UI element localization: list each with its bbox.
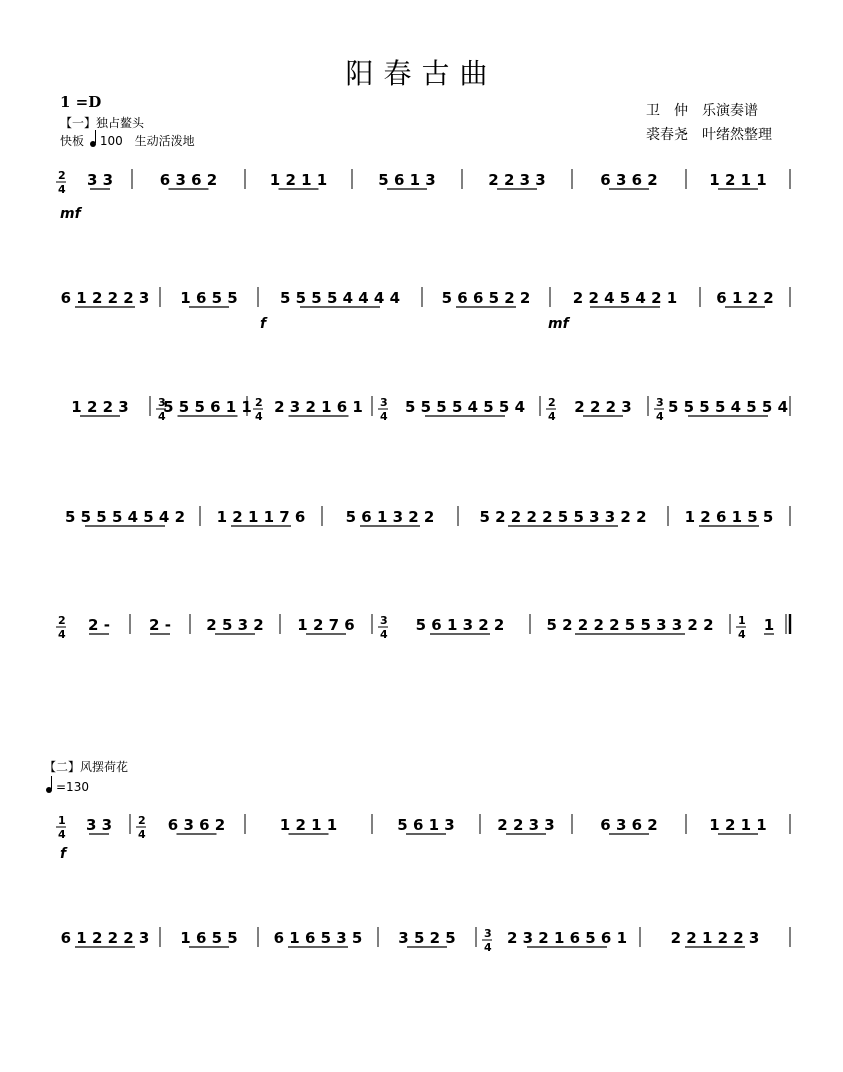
time-signature: 4 [738, 628, 746, 641]
measure-notes: 1 6 5 5 [180, 929, 238, 947]
measure-notes: 2 5 3 2 [206, 616, 264, 634]
measure-notes: 6 3 6 2 [159, 171, 218, 189]
measure-notes: 5 6 6 5 2 2 [441, 289, 531, 307]
measure-notes: 1 2 1 1 [709, 816, 767, 834]
time-signature: 2 [548, 396, 556, 409]
measure-notes: 1 6 5 5 [180, 289, 238, 307]
dynamic-mark: f [60, 846, 67, 862]
measure-notes: 3 3 [85, 816, 113, 834]
measure-notes: 5 5 5 5 4 5 5 4 [667, 398, 789, 416]
measure-notes: 6 3 6 2 [600, 171, 658, 189]
dynamic-mark: f [260, 316, 267, 332]
measure-notes: 6 1 2 2 [716, 289, 774, 307]
measure-notes: 1 2 6 1 5 5 [684, 508, 774, 526]
performer-name: 卫 仲 [646, 103, 688, 119]
measure-notes: 2 2 3 3 [488, 171, 546, 189]
dynamic-mark: mf [548, 316, 569, 332]
section-2-label: 【二】风摆荷花 [44, 760, 129, 774]
performer-role: 乐演奏谱 [702, 103, 758, 119]
time-signature: 4 [58, 628, 66, 641]
measure-notes: 3 3 [86, 171, 114, 189]
time-signature: 3 [158, 396, 166, 409]
measure-notes: 2 2 2 3 [574, 398, 632, 416]
measure-notes: 2 2 3 3 [497, 816, 555, 834]
measure-notes: 5 5 5 5 4 4 4 4 [279, 289, 401, 307]
measure-notes: 6 1 2 2 2 3 [60, 289, 150, 307]
time-signature: 3 [484, 927, 492, 940]
tempo-value: 100 [99, 134, 123, 148]
measure-notes: 1 2 1 1 7 6 [216, 508, 306, 526]
tempo-value: =130 [56, 780, 89, 794]
measure-notes: 1 2 1 1 [279, 816, 338, 834]
time-signature: 1 [738, 614, 746, 627]
score-title: 阳春古曲 [345, 57, 498, 90]
time-signature: 4 [255, 410, 263, 423]
measure-notes: 2 - [149, 616, 171, 634]
time-signature: 3 [380, 614, 388, 627]
measure-notes: 5 6 1 3 [378, 171, 436, 189]
time-signature: 2 [58, 614, 66, 627]
measure-notes: 2 2 4 5 4 2 1 [572, 289, 678, 307]
measure-notes: 5 5 5 5 4 5 5 4 [404, 398, 526, 416]
time-signature: 4 [158, 410, 166, 423]
measure-notes: 5 5 5 5 4 5 4 2 [64, 508, 186, 526]
time-signature: 4 [656, 410, 664, 423]
time-signature: 4 [138, 828, 146, 841]
measure-notes: 2 2 1 2 2 3 [670, 929, 760, 947]
time-signature: 4 [58, 828, 66, 841]
time-signature: 4 [380, 410, 388, 423]
measure-notes: 5 2 2 2 2 5 5 3 3 2 2 [479, 508, 647, 526]
measure-notes: 6 1 6 5 3 5 [273, 929, 363, 947]
measure-notes: 5 2 2 2 2 5 5 3 3 2 2 [546, 616, 714, 634]
time-signature: 2 [138, 814, 146, 827]
measure-notes: 3 5 2 5 [398, 929, 456, 947]
measure-notes: 6 3 6 2 [600, 816, 658, 834]
measure-notes: 5 6 1 3 2 2 [345, 508, 435, 526]
measure-notes: 1 2 7 6 [297, 616, 355, 634]
time-signature: 4 [548, 410, 556, 423]
measure-notes: 5 6 1 3 2 2 [415, 616, 505, 634]
measure-notes: 2 3 2 1 6 5 6 1 [506, 929, 628, 947]
time-signature: 4 [58, 183, 66, 196]
time-signature: 3 [380, 396, 388, 409]
measure-notes: 1 [763, 616, 775, 634]
dynamic-mark: mf [60, 206, 81, 222]
time-signature: 1 [58, 814, 66, 827]
time-signature: 3 [656, 396, 664, 409]
measure-notes: 5 5 5 6 1 1 [163, 398, 252, 416]
time-signature: 2 [255, 396, 263, 409]
tempo-word: 快板 [60, 134, 85, 148]
expression-mark: 生动活泼地 [134, 134, 195, 148]
time-signature: 4 [484, 941, 492, 954]
measure-notes: 1 2 1 1 [269, 171, 328, 189]
measure-notes: 6 1 2 2 2 3 [60, 929, 150, 947]
measure-notes: 2 - [88, 616, 110, 634]
time-signature: 2 [58, 169, 66, 182]
arranger-credit: 裘春尧 叶绪然整理 [646, 127, 772, 143]
key-signature: 1 =D [60, 93, 102, 111]
measure-notes: 1 2 1 1 [709, 171, 767, 189]
time-signature: 4 [380, 628, 388, 641]
measure-notes: 6 3 6 2 [167, 816, 226, 834]
section-1-label: 【一】独占鳌头 [60, 116, 145, 130]
measure-notes: 2 3 2 1 6 1 [274, 398, 363, 416]
measure-notes: 5 6 1 3 [397, 816, 455, 834]
measure-notes: 1 2 2 3 [71, 398, 129, 416]
